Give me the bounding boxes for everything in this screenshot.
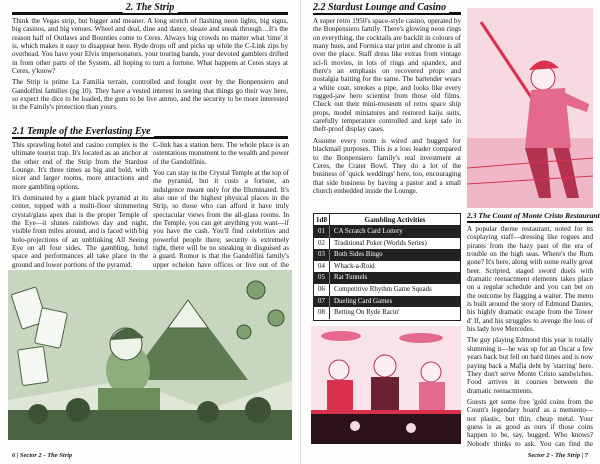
table-row: 06 Competitive Rhythm Game Squads bbox=[314, 284, 460, 296]
temple-text-col1: This sprawling hotel and casino complex is the ultimate tourist trap. It's located as an anchor at the other end of the Strip from the Stardust Lounge. It's three times as big and bold, with nicer and larger rooms, more attractions and more gambling options. It's dominated by a giant black pyramid at its center, topped with a multi-floor shimmering crystal/glass apex that is the proper Temple of the Eye—it shines rainbows day and night, visible from miles around, and is faced with big holo-projections of an unblinking All Seeing Eye on all four sides. The gambling, hotel space and performances all take place in the ground and lower portions of the pyramid. bbox=[12, 141, 148, 269]
stardust-text: A super retro 1950's space-style casino, operated by the Bonpensiero family. There's glowing neon rings on everything, the cocktails are backlit in colours of many hues, and Formica star print and chrome is all over the place. Staff dress like extras from vintage sci-fi movies, in lots of rings and spandex, and there's an emphasis on recovered props and nostalgia baiting for the same. The bartender wears a white coat, smokes a pipe, and looks like every rugged-jaw hero scientist from those old films. Check out their mini-museum of retro space ship props, model miniatures and restored kaiju suits, carefully temperature controlled and kept safe in theft-proof display cases. Assume every room is wired and bugged for blackmail purposes. This is a loss leader compared to the Bonpensiero family's real investment at Ceres, the Crater Bowl. They do a lot of the business of 'quick weddings' here, too, encouraging that side business by having a pastor and a small church embedded inside the Lounge. bbox=[313, 17, 461, 195]
table-row: 08 Betting On Ryde Racin' bbox=[314, 307, 460, 319]
section-heading-temple: 2.1 Temple of the Everlasting Eye bbox=[12, 128, 288, 139]
die-label: 1d8 bbox=[314, 214, 330, 225]
right-page-footer: Sector 2 - The Strip | 7 bbox=[527, 452, 588, 459]
gambling-activities-table bbox=[313, 213, 461, 321]
strip-paragraph-2: The Strip is prime La Familia terrain, controlled and fought over by the Bonpensiero and Gandolfini families (pg 10). They have a vested interest in seeing that things go their way here, so expect the dice to be loaded, the guns to be live ammo, and the security to be more interested in the Family's protection than yours. bbox=[12, 78, 288, 112]
strip-intro-text bbox=[12, 17, 288, 128]
lounge-diner-illustration bbox=[311, 326, 461, 444]
section-heading-monte-cristo: 2.3 The Count of Monte Cristo Restaurant bbox=[467, 212, 593, 223]
right-page bbox=[300, 0, 600, 464]
strip-paragraph-1: Think the Vegas strip, but bigger and meaner. A long stretch of flashing neon lights, big signs, big casinos, and big venues. Wheel and deal, dine and dance, sleaze and sneak through…It's the reason half of Outlaws and Bounties come to Ceres. Always big crowds no matter what 'time' it is, which makes it easy to disappear here. Ryde drops off and picks up while the C-Link zips by overhead. You have your Elvis impersonators, your touring bands, your devoted gamblers drifted in from other parts of the System, all hoping to turn a fortune. What happens at Ceres stays at Ceres, y'know? bbox=[12, 17, 288, 76]
temple-text-col2: C-link has a station here. The whole place is an ostentatious monument to the wealth and power of the Gandolfinis. You can stay in the Crystal Temple at the top of the pyramid, but it costs a fortune, an indulgence meant only for the Illuminated. It's also one of the highest physical places in the Strip, so those who can afford it have truly spectacular views from the all-glass rooms. In the Temple, you can get anything you want—if you have the cash. You'll find celebrities and powerful people there; security is extremely tight, there will be no sneaking in disguised as a guard. Rumor is that the Gandolfini family's upper echelon have offices or live out of the bbox=[153, 141, 289, 269]
left-page-footer: 6 | Sector 2 - The Strip bbox=[12, 452, 73, 459]
table-row: 02 Traditional Poker (Worlds Series) bbox=[314, 238, 460, 250]
swordfighter-illustration bbox=[467, 8, 593, 208]
table-row: 04 Whack-a-Roid bbox=[314, 261, 460, 273]
table-row: 07 Dueling Card Games bbox=[314, 296, 460, 308]
section-heading-stardust: 2.2 Stardust Lounge and Casino bbox=[313, 4, 461, 15]
table-title: Gambling Activities bbox=[364, 216, 426, 224]
temple-casino-illustration bbox=[8, 270, 292, 440]
table-row: 03 Both Sides Bingo bbox=[314, 249, 460, 261]
section-heading-strip: 2. The Strip bbox=[12, 4, 288, 15]
table-row: 05 Rat Tunnels bbox=[314, 272, 460, 284]
table-row: 01 CA Scratch Card Lottery bbox=[314, 226, 460, 238]
table-header bbox=[314, 214, 460, 226]
monte-cristo-text: A popular theme restaurant, noted for its cosplaying staff—dressing like rogues and pirates from the hazy past of the era of trouble on the high seas. Where's the Rum gone? It's here, along with some really great beer. Scripted, staged sword duels with dramatic reenactment elements takes place on a regular schedule and you can bet on the outcome by flagging a waiter. The menu is built around the story of Edmond Dantes, his highly dramatic escape from the Tower d' If, and his struggles to avenge the loss of his lady love Mercedes. The guy playing Edmond this year is totally slumming it—he was up for an Oscar a few years back but fell on hard times and is now paying back a Mafia debt by 'starring' here. They don't serve Monte Cristo sandwiches. Food arrives in courses between the dramatic reenactments. Guests get some free 'gold coins from the Count's legendary hoard' as a memento—not plastic, but thin, cheap metal. Your guess is as good as ours if those coins happen to be, say, bugged. Who knows? Nobody thinks to ask. You can find the bbox=[467, 225, 593, 446]
